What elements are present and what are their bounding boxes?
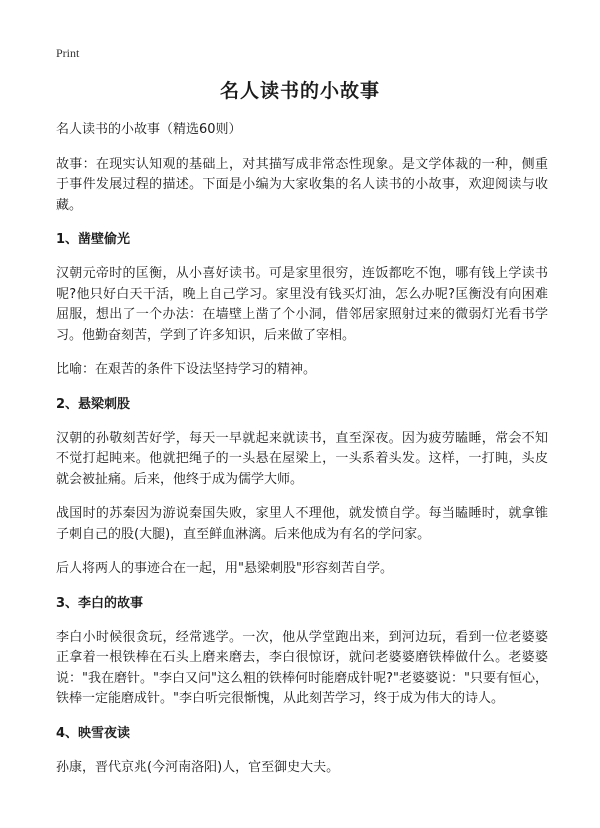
section-paragraph: 后人将两人的事迹合在一起，用"悬梁刺股"形容刻苦自学。 [56,561,393,576]
section-paragraph: 汉朝的孙敬刻苦好学，每天一早就起来就读书，直至深夜。因为疲劳瞌睡，常会不知不觉打起盹来。他就把绳子的一头悬在屋梁上，一头系着头发。这样，一打盹，头皮就会被扯痛。后来，他终于成为儒学大师。 [56,430,548,487]
section-2 [56,395,548,580]
section-paragraph: 李白小时候很贪玩，经常逃学。一次，他从学堂跑出来，到河边玩，看到一位老婆婆正拿着一根铁棒在石头上磨来磨去，李白很惊讶，就问老婆婆磨铁棒做什么。老婆婆说："我在磨针。"李白又问"这么粗的铁棒何时能磨成针呢?"老婆婆说："只要有恒心，铁棒一定能磨成针。"李白听完很惭愧，从此刻苦学习，终于成为伟大的诗人。 [56,629,548,706]
article-content [56,120,548,792]
section-heading: 4、映雪夜读 [56,725,131,741]
section-heading: 3、李白的故事 [56,595,144,611]
section-paragraph: 比喻：在艰苦的条件下设法坚持学习的精神。 [56,362,317,377]
article-subtitle: 名人读书的小故事（精选60则） [56,122,242,137]
print-link[interactable]: Print [56,46,80,60]
intro-paragraph: 故事：在现实认知观的基础上，对其描写成非常态性现象。是文学体裁的一种，侧重于事件发展过程的描述。下面是小编为大家收集的名人读书的小故事，欢迎阅读与收藏。 [56,156,548,213]
section-paragraph: 战国时的苏秦因为游说秦国失败，家里人不理他，就发愤自学。每当瞌睡时，就拿锥子刺自己的股(大腿)，直至鲜血淋漓。后来他成为有名的学问家。 [56,506,548,542]
page-title: 名人读书的小故事 [219,80,380,102]
section-3 [56,594,548,710]
section-heading: 2、悬梁刺股 [56,396,131,412]
section-paragraph: 汉朝元帝时的匡衡，从小喜好读书。可是家里很穷，连饭都吃不饱，哪有钱上学读书呢?他只好白天干活，晚上自己学习。家里没有钱买灯油，怎么办呢?匡衡没有向困难屈服，想出了一个办法：在墙壁上凿了个小洞，借邻居家照射过来的微弱灯光看书学习。他勤奋刻苦，学到了许多知识，后来做了宰相。 [56,266,548,343]
section-1 [56,230,548,381]
section-heading: 1、凿壁偷光 [56,232,131,247]
section-paragraph: 孙康，晋代京兆(今河南洛阳)人，官至御史大夫。 [56,759,340,775]
section-4 [56,724,548,779]
